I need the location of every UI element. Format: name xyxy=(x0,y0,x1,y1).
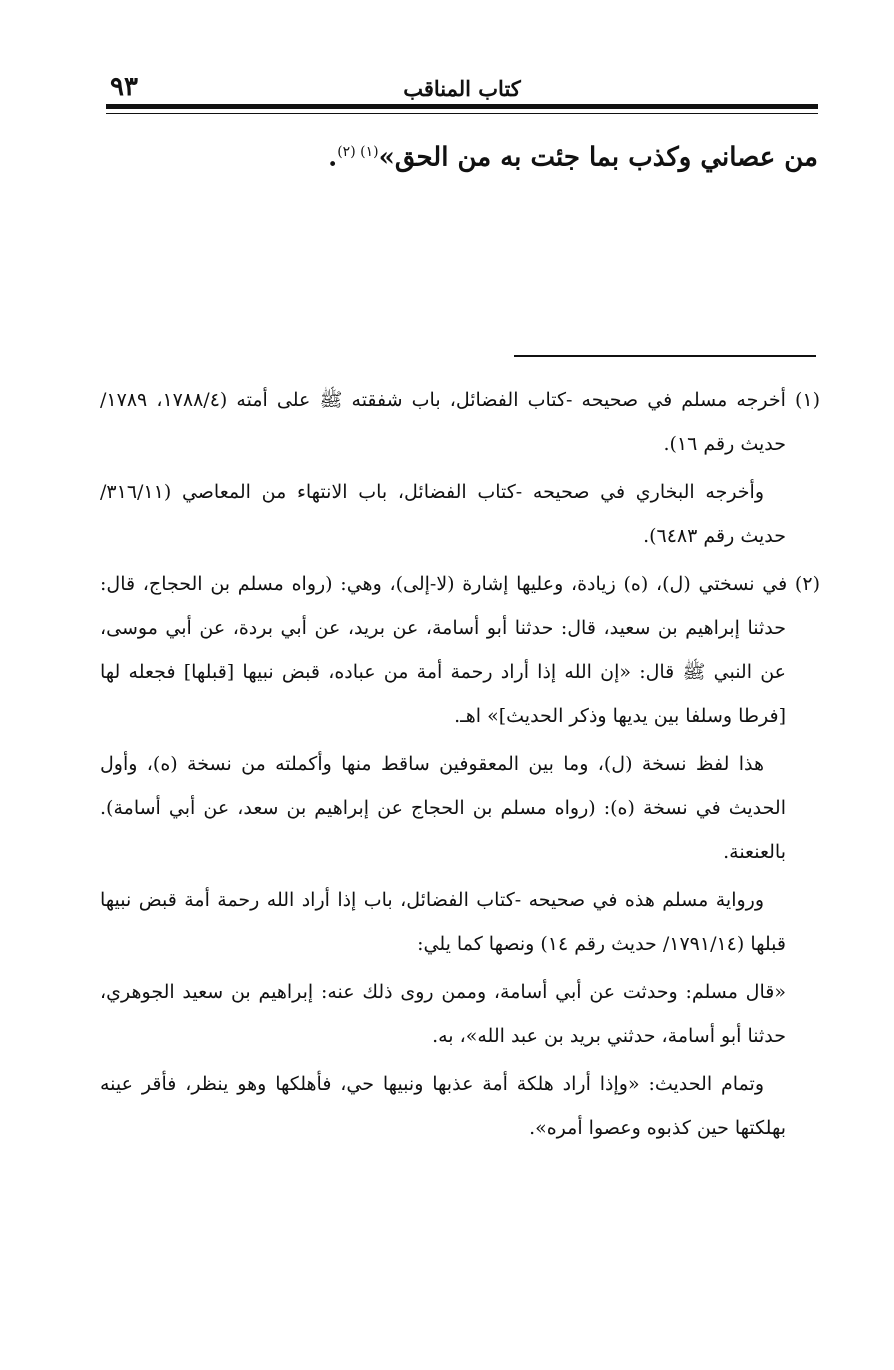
page-header xyxy=(106,70,818,104)
footnote-marks: (١) (٢) xyxy=(337,144,379,160)
page-number: ٩٣ xyxy=(110,72,138,102)
footnote-2: (٢) في نسختي (ل)، (ه) زيادة، وعليها إشارة (لا-إلى)، وهي: (رواه مسلم بن الحجاج، قال: حدثنا إبراهيم بن سعيد، قال: حدثنا أبو أسامة، عن بريد، عن أبي بردة، عن أبي موسى، عن النبي ﷺ قال: «إن الله إذا أراد رحمة أمة من عباده، قبض نبيها [قبلها] فجعله لها [فرطا وسلفا بين يديها وذكر الحديث]» اهـ. xyxy=(100,573,820,727)
main-text-end: . xyxy=(328,142,338,173)
footnote-2-quote: «قال مسلم: وحدثت عن أبي أسامة، وممن روى ذلك عنه: إبراهيم بن سعيد الجوهري، حدثنا أبو أسامة، حدثني بريد بن عبد الله»، به. xyxy=(100,981,786,1047)
footnote-2-note-3: وتمام الحديث: «وإذا أراد هلكة أمة عذبها ونبيها حي، فأهلكها وهو ينظر، فأقر عينه بهلكتها حين كذبوه وعصوا أمره». xyxy=(100,1073,786,1139)
header-rule-thin xyxy=(106,113,818,114)
main-text xyxy=(300,130,818,180)
header-rule-thick xyxy=(106,104,818,109)
running-title: كتاب المناقب xyxy=(403,76,521,101)
footnote-2-note-1: هذا لفظ نسخة (ل)، وما بين المعقوفين ساقط منها وأكملته من نسخة (ه)، وأول الحديث في نسخة (ه): (رواه مسلم بن الحجاج عن إبراهيم بن سعد، عن أبي أسامة). بالعنعنة. xyxy=(100,753,786,863)
footnote-1: (١) أخرجه مسلم في صحيحه -كتاب الفضائل، باب شفقته ﷺ على أمته (١٧٨٨/٤، ١٧٨٩/ حديث رقم ١٦). xyxy=(100,389,821,455)
footnotes xyxy=(100,378,820,1154)
footnote-separator xyxy=(514,355,816,357)
footnote-1-continuation: وأخرجه البخاري في صحيحه -كتاب الفضائل، باب الانتهاء من المعاصي (٣١٦/١١/ حديث رقم ٦٤٨٣). xyxy=(100,481,786,547)
main-text-body: من عصاني وكذب بما جئت به من الحق» xyxy=(378,142,818,173)
footnote-2-note-2: ورواية مسلم هذه في صحيحه -كتاب الفضائل، باب إذا أراد الله رحمة أمة قبض نبيها قبلها (١٧٩١/١٤/ حديث رقم ١٤) ونصها كما يلي: xyxy=(100,889,786,955)
